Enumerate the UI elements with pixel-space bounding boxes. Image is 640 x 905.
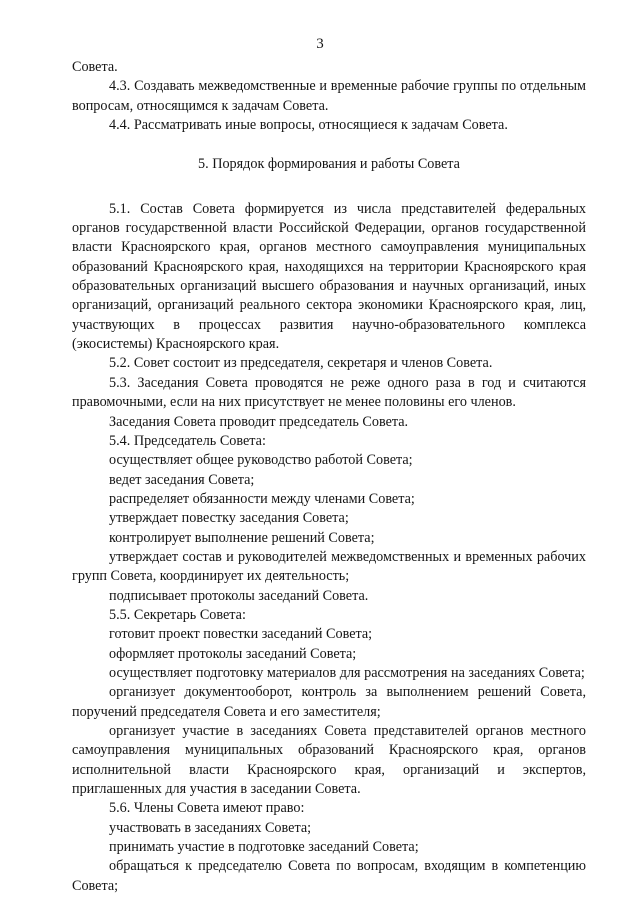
paragraph-continuation: Совета. [72, 59, 118, 75]
section-heading-5: 5. Порядок формирования и работы Совета [198, 156, 460, 173]
paragraph-5-4: 5.4. Председатель Совета: [109, 432, 266, 449]
document-body [72, 58, 586, 896]
paragraph-5-5: 5.5. Секретарь Совета: [109, 606, 246, 623]
paragraph-5-3-chair: Заседания Совета проводит председатель Совета. [109, 413, 409, 430]
page-number: 3 [316, 36, 324, 52]
paragraph-5-2: 5.2. Совет состоит из председателя, секретаря и членов Совета. [109, 355, 493, 372]
list-item: обращаться к председателю Совета по вопросам, входящим в компетенцию Совета; [72, 858, 586, 894]
list-item: контролирует выполнение решений Совета; [109, 529, 375, 546]
paragraph-5-1: 5.1. Состав Совета формируется из числа представителей федеральных органов государственной власти Российской Федерации, органов государственной власти Красноярского края, органов местного самоуправления муниципальных образований Красноярского края, находящихся на территории Красноярского края образовательных организаций высшего образования и научных организаций, иных организаций, организаций реального сектора экономики Красноярского края, лиц, участвующих в процессах развития научно-образовательного комплекса (экосистемы) Красноярского края. [72, 200, 586, 353]
list-item: участвовать в заседаниях Совета; [109, 819, 312, 836]
list-item: осуществляет общее руководство работой Совета; [109, 452, 413, 469]
list-item: подписывает протоколы заседаний Совета. [109, 587, 369, 604]
list-item: готовит проект повестки заседаний Совета; [109, 626, 373, 643]
paragraph-4-4: 4.4. Рассматривать иные вопросы, относящиеся к задачам Совета. [109, 117, 508, 134]
list-item: утверждает повестку заседания Совета; [109, 510, 349, 527]
list-item: принимать участие в подготовке заседаний Совета; [109, 839, 419, 856]
paragraph-4-3: 4.3. Создавать межведомственные и временные рабочие группы по отдельным вопросам, относящимся к задачам Совета. [72, 78, 586, 114]
list-item: осуществляет подготовку материалов для рассмотрения на заседаниях Совета; [109, 664, 585, 681]
list-item: оформляет протоколы заседаний Совета; [109, 645, 357, 662]
list-item: утверждает состав и руководителей межведомственных и временных рабочих групп Совета, координирует их деятельность; [72, 548, 586, 585]
paragraph-5-6: 5.6. Члены Совета имеют право: [109, 800, 305, 817]
list-item: ведет заседания Совета; [109, 471, 255, 488]
list-item: распределяет обязанности между членами Совета; [109, 490, 415, 507]
list-item: организует участие в заседаниях Совета представителей органов местного самоуправления муниципальных образований Красноярского края, органов исполнительной власти Красноярского края, организаций и экспертов, приглашенных для участия в заседании Совета. [72, 723, 586, 798]
paragraph-5-3: 5.3. Заседания Совета проводятся не реже одного раза в год и считаются правомочными, если на них присутствует не менее половины его членов. [72, 374, 586, 411]
list-item: организует документооборот, контроль за выполнением решений Совета, поручений председателя Совета и его заместителя; [72, 684, 586, 720]
